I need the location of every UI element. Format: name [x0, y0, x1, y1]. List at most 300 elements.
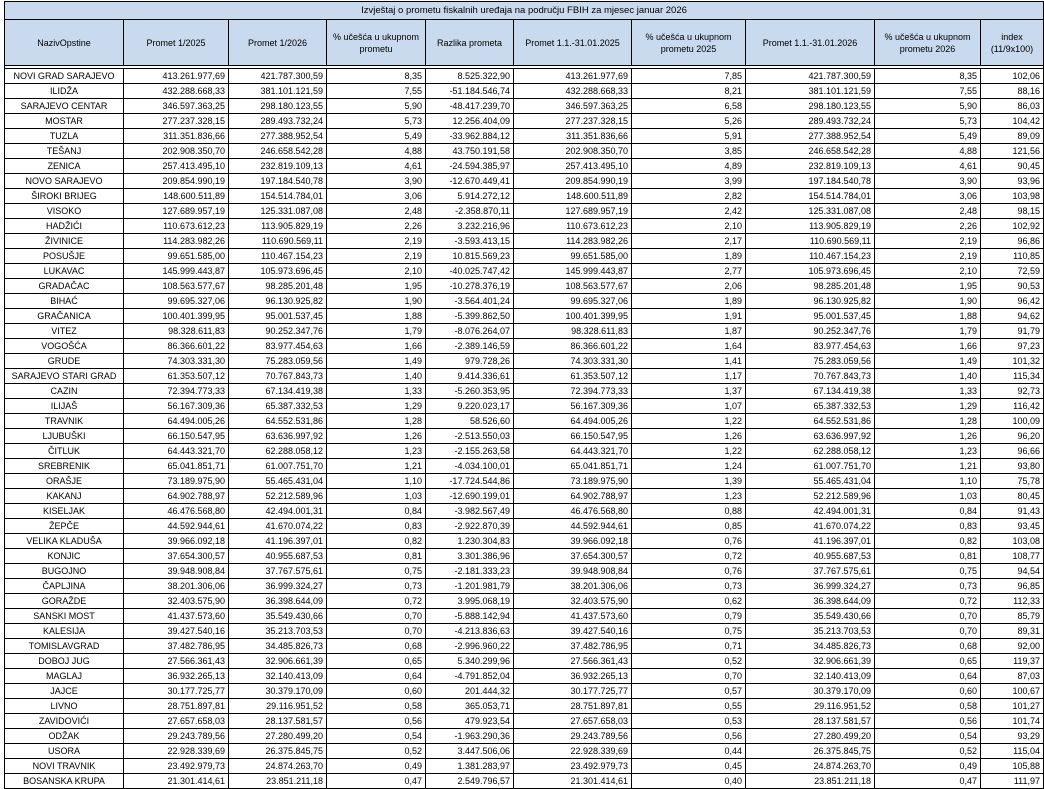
table-cell: 413.261.977,69: [514, 69, 632, 84]
table-cell: 41.437.573,60: [514, 609, 632, 624]
table-cell: 90,45: [981, 159, 1044, 174]
table-cell: 5,73: [327, 114, 426, 129]
table-row: [5, 354, 1044, 369]
table-cell: 115,04: [981, 744, 1044, 759]
table-cell: 421.787.300,59: [229, 69, 327, 84]
table-cell: 0,68: [875, 639, 981, 654]
table-row: [5, 219, 1044, 234]
table-cell: 0,75: [875, 564, 981, 579]
table-cell: 1,21: [875, 459, 981, 474]
column-header: % učešća u ukupnom prometu 2025: [632, 20, 746, 66]
municipality-name: GORAŽDE: [5, 594, 124, 609]
table-cell: 1,90: [875, 294, 981, 309]
table-cell: 2,19: [327, 234, 426, 249]
municipality-name: NOVI GRAD SARAJEVO: [5, 69, 124, 84]
municipality-name: ČAPLJINA: [5, 579, 124, 594]
table-cell: 35.213.703,53: [746, 624, 875, 639]
municipality-name: BUGOJNO: [5, 564, 124, 579]
table-cell: 62.288.058,12: [746, 444, 875, 459]
table-cell: 277.388.952,54: [229, 129, 327, 144]
table-cell: 36.999.324,27: [229, 579, 327, 594]
table-cell: 102,92: [981, 219, 1044, 234]
table-cell: 113.905.829,19: [746, 219, 875, 234]
table-cell: 90.252.347,76: [746, 324, 875, 339]
table-cell: 74.303.331,30: [124, 354, 229, 369]
table-cell: 1,26: [327, 429, 426, 444]
municipality-name: CAZIN: [5, 384, 124, 399]
table-cell: 1,87: [632, 324, 746, 339]
table-cell: 0,68: [327, 639, 426, 654]
table-cell: 63.636.997,92: [229, 429, 327, 444]
table-cell: 1,79: [327, 324, 426, 339]
table-cell: 0,52: [875, 744, 981, 759]
table-cell: 2,10: [632, 219, 746, 234]
table-cell: 125.331.087,08: [229, 204, 327, 219]
table-cell: 35.213.703,53: [229, 624, 327, 639]
table-cell: 61.007.751,70: [746, 459, 875, 474]
table-cell: 1.230.304,83: [426, 534, 514, 549]
column-header: Razlika prometa: [426, 20, 514, 66]
table-cell: 0,71: [632, 639, 746, 654]
table-cell: 37.767.575,61: [229, 564, 327, 579]
table-cell: 1,26: [875, 429, 981, 444]
municipality-name: ILIDŽA: [5, 84, 124, 99]
table-cell: 0,83: [327, 519, 426, 534]
table-cell: 56.167.309,36: [124, 399, 229, 414]
table-row: [5, 714, 1044, 729]
table-cell: 432.288.668,33: [124, 84, 229, 99]
table-cell: 1,66: [327, 339, 426, 354]
table-cell: -5.260.353,95: [426, 384, 514, 399]
table-cell: 91,79: [981, 324, 1044, 339]
table-cell: 101,32: [981, 354, 1044, 369]
table-row: [5, 549, 1044, 564]
table-cell: 432.288.668,33: [514, 84, 632, 99]
table-cell: 39.427.540,16: [124, 624, 229, 639]
municipality-name: TEŠANJ: [5, 144, 124, 159]
table-cell: 4,88: [875, 144, 981, 159]
table-row: [5, 669, 1044, 684]
table-cell: 2,82: [632, 189, 746, 204]
table-cell: 4,61: [327, 159, 426, 174]
table-cell: 289.493.732,24: [746, 114, 875, 129]
table-cell: 1,29: [327, 399, 426, 414]
table-cell: 39.948.908,84: [514, 564, 632, 579]
table-cell: 23.492.979,73: [124, 759, 229, 774]
table-cell: 209.854.990,19: [514, 174, 632, 189]
table-cell: 381.101.121,59: [746, 84, 875, 99]
table-cell: -1.201.981,79: [426, 579, 514, 594]
table-cell: 72,59: [981, 264, 1044, 279]
table-cell: 115,34: [981, 369, 1044, 384]
table-row: [5, 204, 1044, 219]
table-row: [5, 279, 1044, 294]
table-cell: 0,58: [875, 699, 981, 714]
table-cell: 1,22: [632, 414, 746, 429]
table-cell: -48.417.239,70: [426, 99, 514, 114]
table-cell: 0,60: [327, 684, 426, 699]
table-cell: 1,03: [875, 489, 981, 504]
table-row: [5, 99, 1044, 114]
table-cell: 65.041.851,71: [514, 459, 632, 474]
table-row: [5, 474, 1044, 489]
table-cell: 1,23: [632, 489, 746, 504]
table-row: [5, 159, 1044, 174]
table-cell: 0,58: [327, 699, 426, 714]
table-cell: 979.728,26: [426, 354, 514, 369]
table-cell: 5,90: [327, 99, 426, 114]
municipality-name: VITEZ: [5, 324, 124, 339]
table-cell: 1,28: [875, 414, 981, 429]
table-cell: 346.597.363,25: [124, 99, 229, 114]
municipality-name: KISELJAK: [5, 504, 124, 519]
table-cell: 24.874.263,70: [746, 759, 875, 774]
table-cell: 298.180.123,55: [746, 99, 875, 114]
table-cell: 1.381.283,97: [426, 759, 514, 774]
table-row: [5, 129, 1044, 144]
table-row: [5, 564, 1044, 579]
table-cell: 7,85: [632, 69, 746, 84]
table-row: [5, 384, 1044, 399]
table-cell: 0,52: [327, 744, 426, 759]
table-cell: 27.566.361,43: [124, 654, 229, 669]
table-cell: 93,45: [981, 519, 1044, 534]
table-cell: 44.592.944,61: [124, 519, 229, 534]
table-cell: 6,58: [632, 99, 746, 114]
table-cell: 1,29: [875, 399, 981, 414]
table-cell: -40.025.747,42: [426, 264, 514, 279]
table-cell: 0,70: [632, 669, 746, 684]
table-cell: 5,26: [632, 114, 746, 129]
table-cell: 102,06: [981, 69, 1044, 84]
table-cell: 98.328.611,83: [514, 324, 632, 339]
table-cell: 0,53: [632, 714, 746, 729]
table-cell: 99.695.327,06: [124, 294, 229, 309]
table-cell: 154.514.784,01: [229, 189, 327, 204]
table-cell: -2.358.870,11: [426, 204, 514, 219]
table-row: [5, 759, 1044, 774]
municipality-name: ČITLUK: [5, 444, 124, 459]
column-header: % učešća u ukupnom prometu: [327, 20, 426, 66]
table-cell: 104,42: [981, 114, 1044, 129]
table-cell: 3.447.506,06: [426, 744, 514, 759]
table-cell: 112,33: [981, 594, 1044, 609]
table-cell: 96,20: [981, 429, 1044, 444]
table-cell: 2,10: [875, 264, 981, 279]
report-sheet: [4, 1, 1040, 789]
table-cell: 37.654.300,57: [514, 549, 632, 564]
table-cell: 8,21: [632, 84, 746, 99]
table-cell: 0,60: [875, 684, 981, 699]
table-cell: 28.751.897,81: [514, 699, 632, 714]
table-cell: 1,40: [327, 369, 426, 384]
table-cell: 98,15: [981, 204, 1044, 219]
column-header: Promet 1.1.-31.01.2026: [746, 20, 875, 66]
municipality-name: KALESIJA: [5, 624, 124, 639]
table-cell: 63.636.997,92: [746, 429, 875, 444]
table-cell: 1,10: [327, 474, 426, 489]
municipality-name: LJUBUŠKI: [5, 429, 124, 444]
municipality-name: LIVNO: [5, 699, 124, 714]
table-cell: 127.689.957,19: [124, 204, 229, 219]
table-cell: -3.564.401,24: [426, 294, 514, 309]
table-cell: 298.180.123,55: [229, 99, 327, 114]
report-table: [4, 1, 1044, 789]
table-cell: 105.973.696,45: [746, 264, 875, 279]
municipality-name: JAJCE: [5, 684, 124, 699]
table-cell: 2,19: [875, 249, 981, 264]
table-cell: -3.593.413,15: [426, 234, 514, 249]
table-cell: 1,39: [632, 474, 746, 489]
table-cell: 29.243.789,56: [514, 729, 632, 744]
table-cell: 65.387.332,53: [229, 399, 327, 414]
table-cell: -1.963.290,36: [426, 729, 514, 744]
table-cell: 94,54: [981, 564, 1044, 579]
table-cell: 3.995.068,19: [426, 594, 514, 609]
table-cell: 4,89: [632, 159, 746, 174]
municipality-name: DOBOJ JUG: [5, 654, 124, 669]
table-cell: -8.076.264,07: [426, 324, 514, 339]
table-row: [5, 594, 1044, 609]
table-cell: 0,56: [327, 714, 426, 729]
table-body: [5, 69, 1044, 789]
table-cell: 85,79: [981, 609, 1044, 624]
table-row: [5, 684, 1044, 699]
table-cell: 94,62: [981, 309, 1044, 324]
table-cell: 0,73: [327, 579, 426, 594]
table-cell: 311.351.836,66: [514, 129, 632, 144]
municipality-name: LUKAVAC: [5, 264, 124, 279]
table-cell: 80,45: [981, 489, 1044, 504]
table-cell: 30.177.725,77: [124, 684, 229, 699]
table-cell: 100,09: [981, 414, 1044, 429]
table-cell: 0,64: [875, 669, 981, 684]
table-row: [5, 144, 1044, 159]
table-cell: 209.854.990,19: [124, 174, 229, 189]
municipality-name: ORAŠJE: [5, 474, 124, 489]
table-cell: 9.220.023,17: [426, 399, 514, 414]
table-cell: 86.366.601,22: [514, 339, 632, 354]
table-cell: 36.932.265,13: [124, 669, 229, 684]
column-header: NazivOpstine: [5, 20, 124, 66]
table-cell: 0,83: [875, 519, 981, 534]
municipality-name: MAGLAJ: [5, 669, 124, 684]
table-cell: 89,31: [981, 624, 1044, 639]
table-cell: 1,26: [632, 429, 746, 444]
table-row: [5, 189, 1044, 204]
table-cell: 0,72: [875, 594, 981, 609]
table-cell: 28.137.581,57: [229, 714, 327, 729]
table-cell: 1,89: [632, 294, 746, 309]
table-cell: -2.996.960,22: [426, 639, 514, 654]
table-row: [5, 489, 1044, 504]
table-cell: 8,35: [327, 69, 426, 84]
table-cell: 21.301.414,61: [514, 774, 632, 789]
table-row: [5, 774, 1044, 789]
table-cell: 0,70: [875, 609, 981, 624]
table-cell: 64.552.531,86: [746, 414, 875, 429]
table-cell: 23.492.979,73: [514, 759, 632, 774]
table-cell: 0,70: [875, 624, 981, 639]
table-row: [5, 504, 1044, 519]
table-cell: 96,85: [981, 579, 1044, 594]
table-cell: 2,10: [327, 264, 426, 279]
table-cell: 4,88: [327, 144, 426, 159]
table-cell: 5.340.299,96: [426, 654, 514, 669]
table-cell: 74.303.331,30: [514, 354, 632, 369]
table-cell: 3,85: [632, 144, 746, 159]
table-cell: 65.041.851,71: [124, 459, 229, 474]
table-cell: 0,54: [327, 729, 426, 744]
table-cell: 42.494.001,31: [229, 504, 327, 519]
municipality-name: SREBRENIK: [5, 459, 124, 474]
table-row: [5, 309, 1044, 324]
table-cell: 479.923,54: [426, 714, 514, 729]
table-cell: 3,06: [327, 189, 426, 204]
table-cell: 27.280.499,20: [746, 729, 875, 744]
table-cell: 2,06: [632, 279, 746, 294]
table-cell: 108.563.577,67: [124, 279, 229, 294]
table-cell: 37.482.786,95: [124, 639, 229, 654]
table-cell: 27.566.361,43: [514, 654, 632, 669]
table-cell: 0,84: [327, 504, 426, 519]
table-row: [5, 699, 1044, 714]
table-cell: 103,98: [981, 189, 1044, 204]
table-cell: 99.651.585,00: [514, 249, 632, 264]
table-cell: 3,90: [327, 174, 426, 189]
table-cell: 58.526,60: [426, 414, 514, 429]
table-cell: 93,29: [981, 729, 1044, 744]
table-cell: 201.444,32: [426, 684, 514, 699]
municipality-name: USORA: [5, 744, 124, 759]
table-cell: -12.670.449,41: [426, 174, 514, 189]
municipality-name: NOVI TRAVNIK: [5, 759, 124, 774]
table-row: [5, 339, 1044, 354]
table-cell: 2,42: [632, 204, 746, 219]
table-cell: 40.955.687,53: [229, 549, 327, 564]
table-cell: 0,47: [875, 774, 981, 789]
table-cell: 61.007.751,70: [229, 459, 327, 474]
table-cell: 72.394.773,33: [124, 384, 229, 399]
table-cell: 0,45: [632, 759, 746, 774]
table-cell: 55.465.431,04: [746, 474, 875, 489]
table-row: [5, 264, 1044, 279]
municipality-name: SARAJEVO CENTAR: [5, 99, 124, 114]
table-cell: 38.201.306,06: [124, 579, 229, 594]
table-cell: -2.181.333,23: [426, 564, 514, 579]
table-cell: 86.366.601,22: [124, 339, 229, 354]
table-cell: 2,26: [875, 219, 981, 234]
table-row: [5, 579, 1044, 594]
table-cell: 110.467.154,23: [229, 249, 327, 264]
table-row: [5, 654, 1044, 669]
table-cell: 5,73: [875, 114, 981, 129]
table-cell: 127.689.957,19: [514, 204, 632, 219]
table-cell: 30.379.170,09: [229, 684, 327, 699]
table-cell: 1,66: [875, 339, 981, 354]
table-cell: 246.658.542,28: [746, 144, 875, 159]
table-cell: 1,33: [327, 384, 426, 399]
table-cell: 105,88: [981, 759, 1044, 774]
table-cell: 154.514.784,01: [746, 189, 875, 204]
table-cell: 96,86: [981, 234, 1044, 249]
table-cell: -33.962.884,12: [426, 129, 514, 144]
column-header: index (11/9x100): [981, 20, 1044, 66]
table-cell: 40.955.687,53: [746, 549, 875, 564]
table-cell: 75,78: [981, 474, 1044, 489]
table-cell: 5,49: [327, 129, 426, 144]
table-cell: 64.494.005,26: [124, 414, 229, 429]
table-cell: 0,70: [327, 624, 426, 639]
municipality-name: SARAJEVO STARI GRAD: [5, 369, 124, 384]
table-cell: 0,40: [632, 774, 746, 789]
table-cell: 1,17: [632, 369, 746, 384]
table-cell: 96.130.925,82: [229, 294, 327, 309]
table-cell: 35.549.430,66: [746, 609, 875, 624]
table-cell: 96,42: [981, 294, 1044, 309]
table-cell: 121,56: [981, 144, 1044, 159]
table-cell: 148.600.511,89: [124, 189, 229, 204]
table-cell: 86,03: [981, 99, 1044, 114]
table-cell: 101,27: [981, 699, 1044, 714]
table-cell: 257.413.495,10: [514, 159, 632, 174]
table-cell: 1,40: [875, 369, 981, 384]
table-cell: 1,22: [632, 444, 746, 459]
table-cell: 64.902.788,97: [124, 489, 229, 504]
table-cell: 3.232.216,96: [426, 219, 514, 234]
table-cell: 197.184.540,78: [746, 174, 875, 189]
table-cell: 8.525.322,90: [426, 69, 514, 84]
table-cell: -5.399.862,50: [426, 309, 514, 324]
table-cell: 0,49: [875, 759, 981, 774]
municipality-name: ILIJAŠ: [5, 399, 124, 414]
table-cell: 52.212.589,96: [746, 489, 875, 504]
table-cell: 1,49: [327, 354, 426, 369]
table-cell: 32.140.413,09: [229, 669, 327, 684]
table-cell: 0,72: [327, 594, 426, 609]
table-cell: 39.966.092,18: [124, 534, 229, 549]
table-cell: 8,35: [875, 69, 981, 84]
table-cell: 26.375.845,75: [746, 744, 875, 759]
table-row: [5, 69, 1044, 84]
table-cell: 34.485.826,73: [746, 639, 875, 654]
table-cell: 0,56: [632, 729, 746, 744]
municipality-name: TRAVNIK: [5, 414, 124, 429]
table-cell: 148.600.511,89: [514, 189, 632, 204]
table-cell: 1,91: [632, 309, 746, 324]
table-cell: 1,88: [327, 309, 426, 324]
table-cell: 0,75: [632, 624, 746, 639]
table-cell: 39.427.540,16: [514, 624, 632, 639]
table-cell: 56.167.309,36: [514, 399, 632, 414]
table-cell: 41.670.074,22: [229, 519, 327, 534]
table-cell: 197.184.540,78: [229, 174, 327, 189]
table-cell: 93,96: [981, 174, 1044, 189]
municipality-name: ŠIROKI BRIJEG: [5, 189, 124, 204]
table-cell: 43.750.191,58: [426, 144, 514, 159]
table-row: [5, 84, 1044, 99]
table-row: [5, 399, 1044, 414]
table-cell: 66.150.547,95: [124, 429, 229, 444]
table-cell: -4.034.100,01: [426, 459, 514, 474]
table-cell: 0,49: [327, 759, 426, 774]
municipality-name: BIHAĆ: [5, 294, 124, 309]
table-cell: 97,23: [981, 339, 1044, 354]
table-cell: 89,09: [981, 129, 1044, 144]
column-header: Promet 1/2025: [124, 20, 229, 66]
table-cell: 0,73: [875, 579, 981, 594]
table-cell: 24.874.263,70: [229, 759, 327, 774]
